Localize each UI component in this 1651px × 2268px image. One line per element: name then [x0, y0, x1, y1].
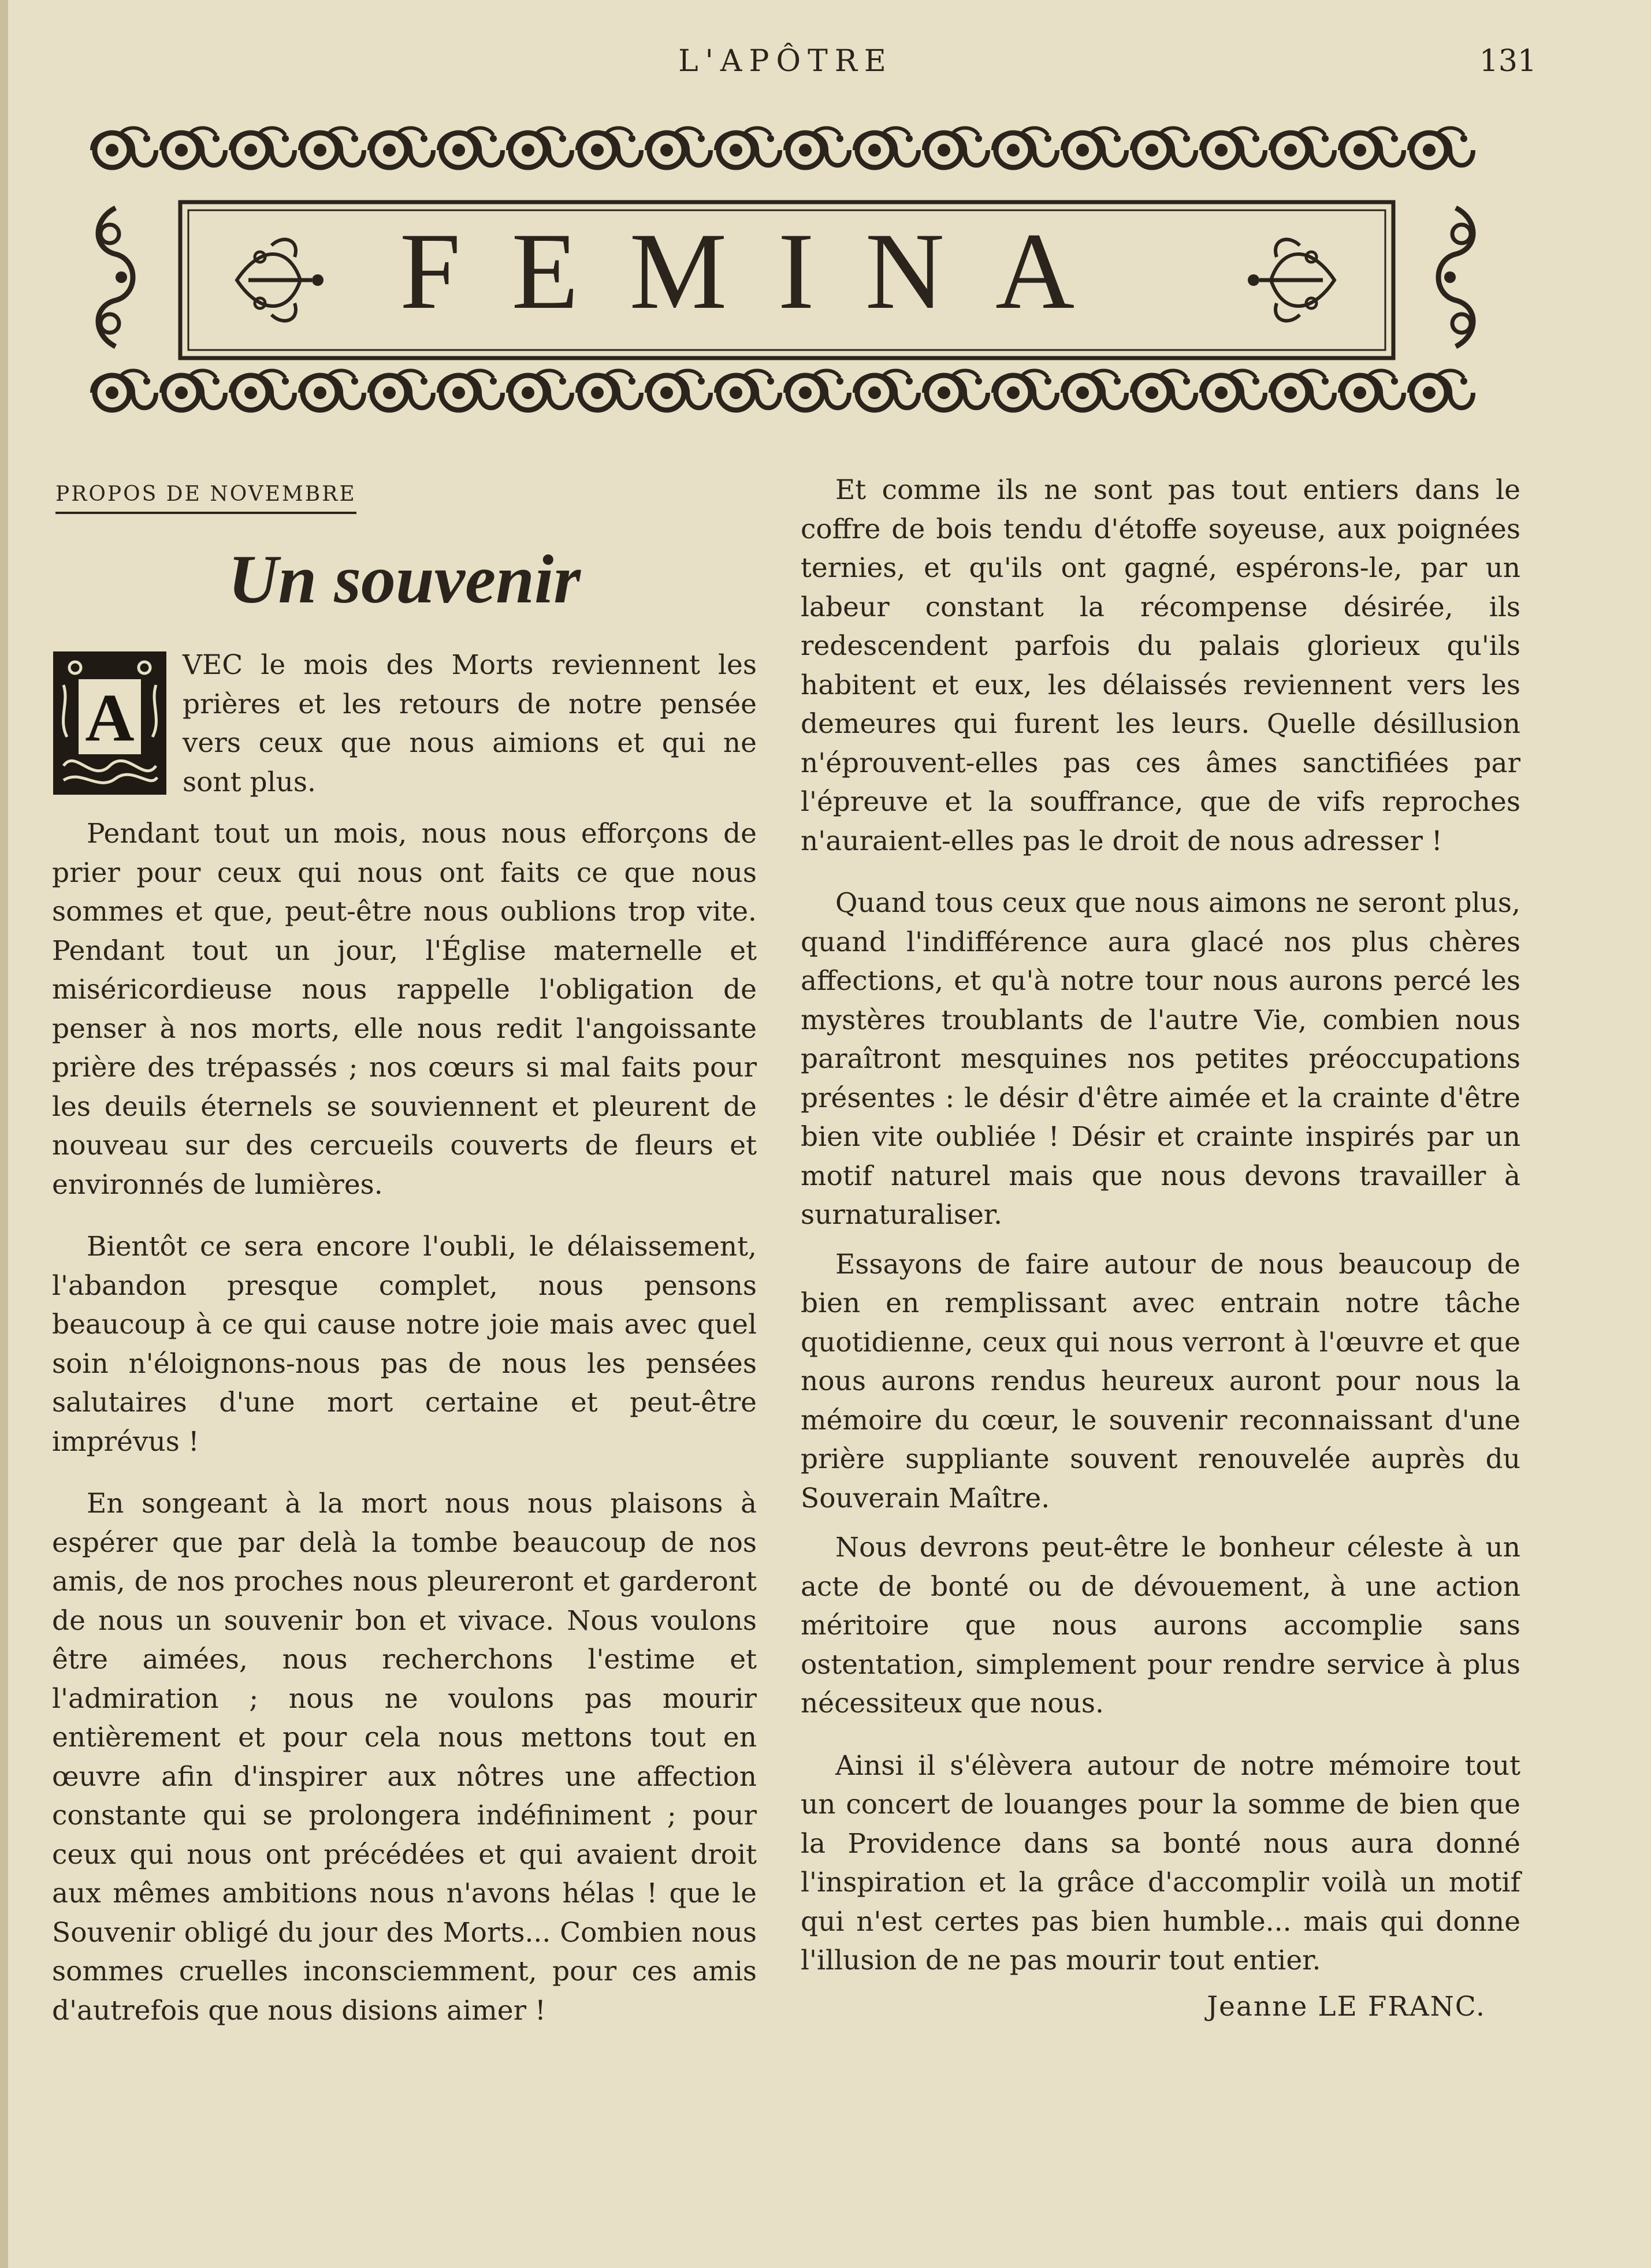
masthead-title: FEMINA	[399, 211, 1126, 332]
running-head: L'APÔTRE	[678, 44, 893, 79]
paragraph-left-1: Pendant tout un mois, nous nous efforçons de prier pour ceux qui nous ont faits ce que nous sommes et que, peut-être nous oublions trop vite. Pendant tout un jour, l'Église maternelle et miséricordieuse nous rappelle l'obligation de penser à nos morts, elle nous redit l'angoissante prière des trépassés ; nos cœurs si mal faits pour les deuils éternels se souviennent et pleurent de nouveau sur des cercueils couverts de fleurs et environnés de lumières.	[52, 818, 757, 1201]
page-number: 131	[1479, 44, 1537, 79]
author-signature: Jeanne LE FRANC.	[1207, 1990, 1486, 2023]
left-column	[52, 471, 757, 2030]
paragraph-right-4: Nous devrons peut-être le bonheur céleste à un acte de bonté ou de dévouement, à une action méritoire que nous aurons accomplie sans ostentation, simplement pour rendre service à plus nécessiteux que nous.	[801, 1532, 1520, 1719]
page-edge	[0, 0, 8, 2268]
paragraph-left-3: En songeant à la mort nous nous plaisons à espérer que par delà la tombe beaucoup de nos amis, de nos proches nous pleureront et garderont de nous un souvenir bon et vivace. Nous voulons être aimées, nous recherchons l'estime et l'admiration ; nous ne voulons pas mourir entièrement et pour cela nous mettons tout en œuvre afin d'inspirer aux nôtres une affection constante qui se prolongera indéfiniment ; pour ceux qui nous ont précédées et qui avaient droit aux mêmes ambitions nous n'avons hélas ! que le Souvenir obligé du jour des Morts... Combien nous sommes cruelles inconsciemment, pour ces amis d'autrefois que nous disions aimer !	[52, 1488, 757, 2027]
article-title: Un souvenir	[228, 541, 581, 617]
dropcap-ornament	[52, 650, 168, 796]
article-kicker: PROPOS DE NOVEMBRE	[55, 482, 356, 514]
lead-paragraph: VEC le mois des Morts reviennent les prières et les retours de notre pensée vers ceux que nous aimions et qui ne sont plus.	[183, 649, 757, 798]
paragraph-right-1: Et comme ils ne sont pas tout entiers dans le coffre de bois tendu d'étoffe soyeuse, aux poignées ternies, et qu'ils ont gagné, espérons-le, par un labeur constant la récompense désirée, ils redescendent parfois du palais glorieux qu'ils habitent et eux, les délaissés reviennent vers les demeures qui furent les leurs. Quelle désillusion n'éprouvent-elles pas ces âmes sanctifiées par l'épreuve et la souffrance, que de vifs reproches n'auraient-elles pas le droit de nous adresser !	[801, 474, 1520, 857]
dropcap-letter: A	[79, 679, 141, 754]
paragraph-left-2: Bientôt ce sera encore l'oubli, le délaissement, l'abandon presque complet, nous pensons beaucoup à ce qui cause notre joie mais avec quel soin n'éloignons-nous pas de nous les pensées salutaires d'une mort certaine et peut-être imprévus !	[52, 1231, 757, 1458]
paragraph-right-5: Ainsi il s'élèvera autour de notre mémoire tout un concert de louanges pour la somme de bien que la Providence dans sa bonté nous aura donné l'inspiration et la grâce d'accomplir voilà un motif qui n'est certes pas bien humble... mais qui donne l'illusion de ne pas mourir tout entier.	[801, 1749, 1520, 1976]
paragraph-right-2: Quand tous ceux que nous aimons ne seront plus, quand l'indifférence aura glacé nos plus chères affections, et qu'à notre tour nous aurons percé les mystères troublants de l'autre Vie, combien nous paraîtront mesquines nos petites préoccupations présentes : le désir d'être aimée et la crainte d'être bien vite oubliée ! Désir et crainte inspirés par un motif naturel mais que nous devons travailler à surnaturaliser.	[801, 887, 1520, 1231]
paragraph-right-3: Essayons de faire autour de nous beaucoup de bien en remplissant avec entrain notre tâche quotidienne, ceux qui nous verront à l'œuvre et que nous aurons rendus heureux auront pour nous la mémoire du cœur, le souvenir reconnaissant d'une prière suppliante souvent renouvelée auprès du Souverain Maître.	[801, 1248, 1520, 1514]
right-column	[801, 471, 1520, 2023]
